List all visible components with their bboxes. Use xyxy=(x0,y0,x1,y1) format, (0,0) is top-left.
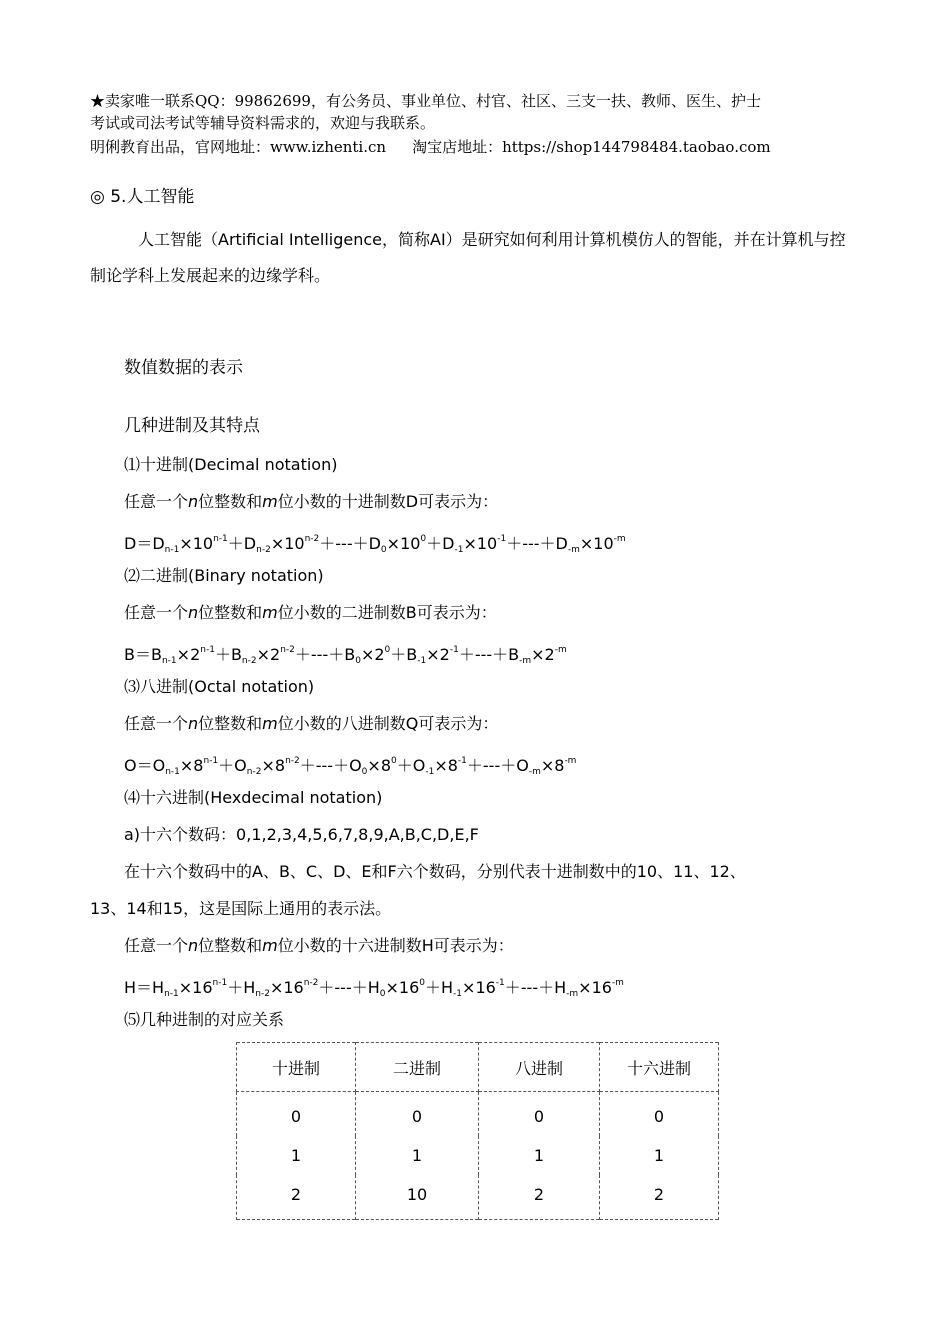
table-cell: 10 xyxy=(356,1175,479,1220)
table-cell: 2 xyxy=(237,1175,356,1220)
table-cell: 0 xyxy=(479,1092,600,1137)
header-binary: 二进制 xyxy=(356,1043,479,1092)
table-cell: 1 xyxy=(356,1136,479,1175)
table-cell: 2 xyxy=(479,1175,600,1220)
table-cell: 1 xyxy=(237,1136,356,1175)
header-hex: 十六进制 xyxy=(600,1043,719,1092)
table-cell: 0 xyxy=(237,1092,356,1137)
header-octal: 八进制 xyxy=(479,1043,600,1092)
contact-ad-line-3 xyxy=(90,136,771,158)
decimal-heading: ⑴十进制(Decimal notation) xyxy=(124,455,338,474)
table-header-row xyxy=(237,1043,719,1092)
hex-explain: 在十六个数码中的A、B、C、D、E和F六个数码，分别代表十进制数中的10、11、12、 xyxy=(124,862,746,881)
section-5-heading: ◎ 5.人工智能 xyxy=(90,187,195,207)
hex-explain-2: 13、14和15，这是国际上通用的表示法。 xyxy=(90,899,392,918)
binary-desc: 任意一个n位整数和m位小数的二进制数B可表示为： xyxy=(124,603,497,622)
binary-heading: ⑵二进制(Binary notation) xyxy=(124,566,324,585)
ai-paragraph: 人工智能（Artificial Intelligence，简称AI）是研究如何利用计算机模仿人的智能，并在计算机与控制论学科上发展起来的边缘学科。 xyxy=(90,230,846,285)
octal-heading: ⑶八进制(Octal notation) xyxy=(124,677,315,696)
base-conversion-table xyxy=(236,1042,719,1220)
decimal-formula: $D=D_{n-1}\times 10^{n-1}+D_{n-2}\times 10^{n-2}+---+D_0\times 10^0+D_{-1}\times 10^{-1}+---+D_{-m}\times 10^{-m}$ xyxy=(124,534,626,555)
header-decimal: 十进制 xyxy=(237,1043,356,1092)
numeric-title: 数值数据的表示 xyxy=(124,358,243,378)
table-cell: 2 xyxy=(600,1175,719,1220)
table-row xyxy=(237,1175,719,1220)
decimal-desc: 任意一个n位整数和m位小数的十进制数D可表示为： xyxy=(124,492,499,511)
table-cell: 0 xyxy=(356,1092,479,1137)
table-cell: 1 xyxy=(600,1136,719,1175)
website-text: 明俐教育出品，官网地址：www.izhenti.cn xyxy=(90,138,387,156)
table-cell: 0 xyxy=(600,1092,719,1137)
binary-formula: $B=B_{n-1}\times 2^{n-1}+B_{n-2}\times 2^{n-2}+---+B_0\times 2^0+B_{-1}\times 2^{-1}+---+B_{-m}\times 2^{-m}$ xyxy=(124,645,567,666)
hex-desc: 任意一个n位整数和m位小数的十六进制数H可表示为： xyxy=(124,936,514,955)
relation-heading: ⑸几种进制的对应关系 xyxy=(124,1010,285,1029)
hex-heading: ⑷十六进制(Hexdecimal notation) xyxy=(124,788,383,807)
hex-digits: a)十六个数码：0,1,2,3,4,5,6,7,8,9,A,B,C,D,E,F xyxy=(124,825,479,844)
numeric-subtitle: 几种进制及其特点 xyxy=(124,416,260,436)
octal-desc: 任意一个n位整数和m位小数的八进制数Q可表示为： xyxy=(124,714,499,733)
shop-text: 淘宝店地址：https://shop144798484.taobao.com xyxy=(412,138,771,156)
contact-ad-line-1: ★卖家唯一联系QQ：99862699，有公务员、事业单位、村官、社区、三支一扶、教师、医生、护士 xyxy=(90,92,761,110)
table-row xyxy=(237,1092,719,1137)
contact-ad-line-2: 考试或司法考试等辅导资料需求的，欢迎与我联系。 xyxy=(90,114,436,132)
octal-formula: $O=O_{n-1}\times 8^{n-1}+O_{n-2}\times 8^{n-2}+---+O_0\times 8^0+O_{-1}\times 8^{-1}+---+O_{-m}\times 8^{-m}$ xyxy=(124,756,577,777)
table-cell: 1 xyxy=(479,1136,600,1175)
hex-formula: $H=H_{n-1}\times 16^{n-1}+H_{n-2}\times 16^{n-2}+---+H_0\times 16^0+H_{-1}\times 16^{-1}+---+H_{-m}\times 16^{-m}$ xyxy=(124,978,624,999)
table-row xyxy=(237,1136,719,1175)
